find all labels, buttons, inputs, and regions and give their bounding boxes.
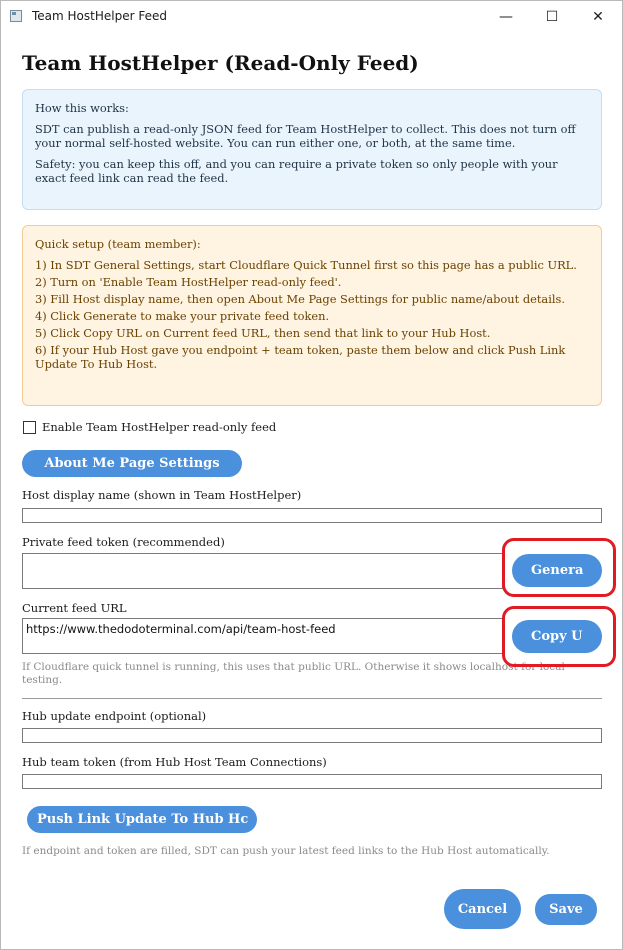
private-token-input[interactable] [22,553,503,589]
info-box-body: SDT can publish a read-only JSON feed for Team HostHelper to collect. This does not turn off your normal self-hosted website. You can run either one, or both, at the same time. [35,122,576,150]
host-display-name-label: Host display name (shown in Team HostHelper) [22,488,302,502]
cancel-button[interactable]: Cancel [444,889,521,929]
minimize-icon[interactable]: — [499,9,513,25]
push-help-text: If endpoint and token are filled, SDT can push your latest feed links to the Hub Host automatically. [22,845,550,857]
setup-step: 3) Fill Host display name, then open About Me Page Settings for public name/about details. [35,292,565,306]
setup-step: 6) If your Hub Host gave you endpoint + team token, paste them below and click Push Link Update To Hub Host. [35,343,566,371]
private-token-label: Private feed token (recommended) [22,535,225,549]
enable-feed-checkbox[interactable] [23,421,36,434]
feed-url-input[interactable]: https://www.thedodoterminal.com/api/team-host-feed [22,618,503,654]
info-box-safety: Safety: you can keep this off, and you can require a private token so only people with your exact feed link can read the feed. [35,157,558,185]
enable-feed-row[interactable] [23,420,276,434]
maximize-icon[interactable]: ☐ [545,9,559,25]
enable-feed-label[interactable]: Enable Team HostHelper read-only feed [42,420,277,434]
about-me-settings-button[interactable]: About Me Page Settings [22,450,242,477]
info-box-title: How this works: [35,101,129,115]
host-display-name-input[interactable] [22,508,602,523]
save-button[interactable]: Save [535,894,597,925]
hub-token-input[interactable] [22,774,602,789]
close-icon[interactable]: ✕ [592,9,604,25]
feed-url-help-text: If Cloudflare quick tunnel is running, this uses that public URL. Otherwise it shows localhost for local testing. [22,661,565,686]
how-it-works-box [22,89,602,210]
setup-box-title: Quick setup (team member): [35,237,201,251]
setup-step: 2) Turn on 'Enable Team HostHelper read-only feed'. [35,275,342,289]
section-divider [22,698,602,699]
setup-step: 1) In SDT General Settings, start Cloudflare Quick Tunnel first so this page has a public URL. [35,258,577,272]
hub-endpoint-label: Hub update endpoint (optional) [22,709,207,723]
window-title: Team HostHelper Feed [32,9,167,23]
setup-step: 5) Click Copy URL on Current feed URL, then send that link to your Hub Host. [35,326,491,340]
page-title: Team HostHelper (Read-Only Feed) [22,51,419,75]
quick-setup-box [22,225,602,406]
generate-token-button[interactable]: Genera [512,554,602,587]
hub-token-label: Hub team token (from Hub Host Team Connections) [22,755,327,769]
app-window-icon [10,10,22,22]
copy-url-button[interactable]: Copy U [512,620,602,653]
setup-step: 4) Click Generate to make your private feed token. [35,309,330,323]
push-link-update-button[interactable]: Push Link Update To Hub Hc [27,806,257,833]
title-bar[interactable] [1,1,622,33]
feed-url-label: Current feed URL [22,601,127,615]
hub-endpoint-input[interactable] [22,728,602,743]
